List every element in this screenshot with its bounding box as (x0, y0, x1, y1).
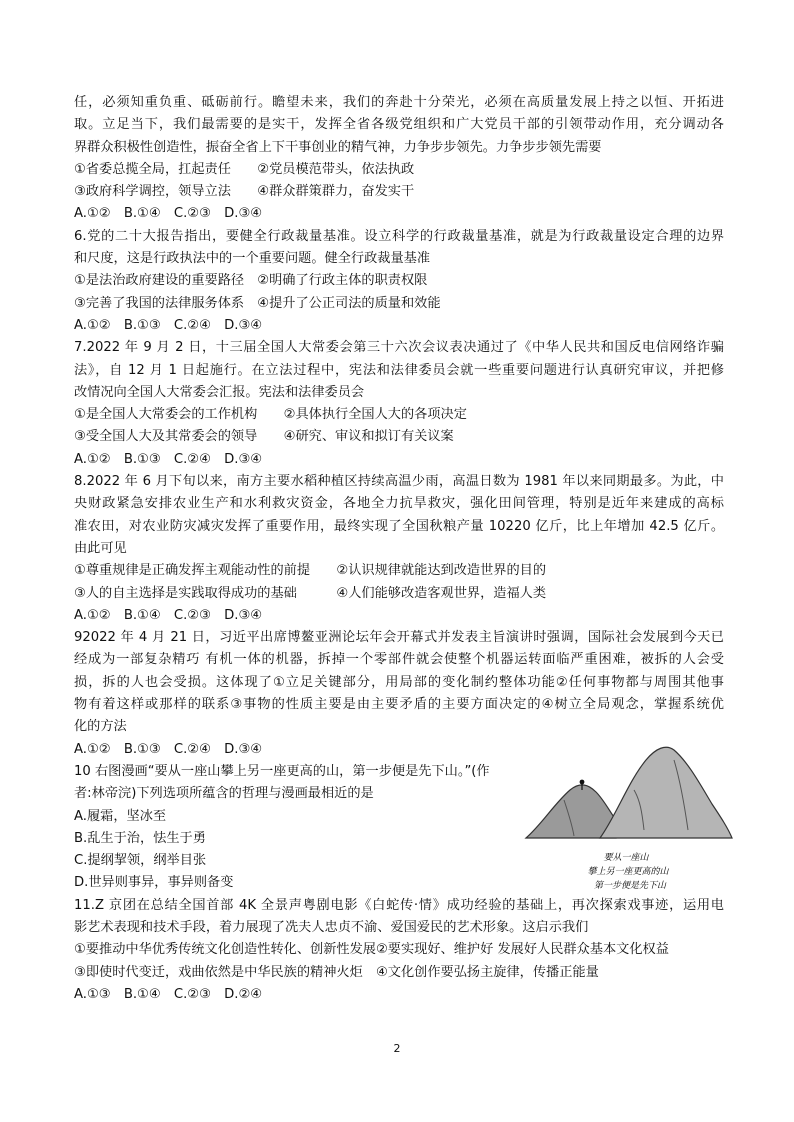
question-text-line: 6.党的二十大报告指出，要健全行政裁量基准。设立科学的行政裁量基准，就是为行政裁量设定合理的边界 (74, 228, 724, 244)
option-line: ①省委总揽全局，扛起责任 ②党员模范带头，依法执政 (74, 161, 415, 177)
answer-choices: A.①② B.①③ C.②④ D.③④ (74, 451, 263, 467)
question-text-line: 取。立足当下，我们最需要的是实干，发挥全省各级党组织和广大党员干部的引领带动作用，充分调动各 (74, 117, 724, 133)
question-text-line: 影艺术表现和技术手段，着力展现了冼夫人忠贞不渝、爱国爱民的艺术形象。这启示我们 (74, 919, 589, 935)
option-line: ①是全国人大常委会的工作机构 ②具体执行全国人大的各项决定 (74, 407, 467, 423)
choice-b: B.乱生于治，怯生于勇 (74, 830, 206, 846)
option-line: ①要推动中华优秀传统文化创造性转化、创新性发展②要实现好、维护好 发展好人民群众基本文化权益 (74, 942, 669, 958)
question-6 (74, 226, 724, 337)
option-line: ③政府科学调控，领导立法 ④群众群策群力，奋发实干 (74, 184, 415, 200)
question-text-line: 界群众积极性创造性，振奋全省上下干事创业的精气神，力争步步领先。力争步步领先需要 (74, 139, 602, 155)
option-line: ③受全国人大及其常委会的领导 ④研究、审议和拟订有关议案 (74, 429, 454, 445)
exam-page-content (74, 92, 724, 1006)
question-5-continuation (74, 92, 724, 226)
mountain-cartoon-image (524, 720, 734, 900)
option-line: ③人的自主选择是实践取得成功的基础 ④人们能够改造客观世界，造福人类 (74, 585, 547, 601)
question-text-line: 10 右图漫画“要从一座山攀上另一座更高的山，第一步便是先下山。”(作 (74, 763, 490, 779)
small-mountain-shape (526, 785, 616, 838)
option-line: ①尊重规律是正确发挥主观能动性的前提 ②认识规律就能达到改造世界的目的 (74, 563, 547, 579)
choice-a: A.履霜，坚冰至 (74, 808, 167, 824)
tall-mountain-shape (600, 747, 732, 838)
question-text-line: 法》，自 12 月 1 日起施行。在立法过程中，宪法和法律委员会就一些重要问题进行认真研究审议，并把修 (74, 362, 724, 378)
question-text-line: 7.2022 年 9 月 2 日，十三届全国人大常委会第三十六次会议表决通过了《中华人民共和国反电信网络诈骗 (74, 340, 724, 356)
climber-figure (580, 780, 585, 785)
cartoon-caption-line: 要从一座山 (603, 853, 649, 863)
option-line: ③完善了我国的法律服务体系 ④提升了公正司法的质量和效能 (74, 295, 441, 311)
question-text-line: 物有着这样或那样的联系③事物的性质主要是由主要矛盾的主要方面决定的④树立全局观念，掌握系统优 (74, 697, 724, 713)
cartoon-caption-line: 第一步便是先下山 (593, 881, 667, 891)
answer-choices: A.①② B.①③ C.②④ D.③④ (74, 317, 263, 333)
choice-d: D.世异则事异，事异则备变 (74, 875, 234, 891)
question-text-line: 任，必须知重负重、砥砺前行。瞻望未来，我们的奔赴十分荣光，必须在高质量发展上持之以恒、开拓进 (74, 95, 724, 110)
question-text-line: 由此可见 (74, 540, 127, 556)
question-text-line: 准农田，对农业防灾减灾发挥了重要作用，最终实现了全国秋粮产量 10220 亿斤，比上年增加 42.5 亿斤。 (74, 518, 724, 534)
question-11 (74, 895, 724, 1006)
question-text-line: 和尺度，这是行政执法中的一个重要问题。健全行政裁量基准 (74, 251, 431, 267)
answer-choices: A.①② B.①③ C.②④ D.③④ (74, 741, 263, 757)
question-text-line: 11.Z 京团在总结全国首部 4K 全景声粤剧电影《白蛇传·情》成功经验的基础上，再次探索戏事迹，运用电 (74, 897, 724, 913)
question-text-line: 改情况向全国人大常委会汇报。宪法和法律委员会 (74, 384, 365, 400)
question-8 (74, 471, 724, 627)
option-line: ①是法治政府建设的重要路径 ②明确了行政主体的职责权限 (74, 273, 428, 289)
question-text-line: 央财政紧急安排农业生产和水利救灾资金，各地全力抗旱救灾，强化田间管理，特别是近年来建成的高标 (74, 496, 724, 512)
question-text-line: 92022 年 4 月 21 日，习近平出席博鳌亚洲论坛年会开幕式并发表主旨演讲时强调，国际社会发展到今天已 (74, 630, 724, 646)
page-number: 2 (393, 1042, 401, 1055)
choice-c: C.提纲挈领，纲举目张 (74, 853, 207, 869)
answer-choices: A.①③ B.①④ C.②③ D.②④ (74, 986, 263, 1002)
question-7 (74, 337, 724, 471)
answer-choices: A.①② B.①④ C.②③ D.③④ (74, 607, 263, 623)
question-text-line: 8.2022 年 6 月下旬以来，南方主要水稻种植区持续高温少雨，高温日数为 1981 年以来同期最多。为此，中 (74, 474, 724, 490)
question-text-line: 化的方法 (74, 719, 127, 735)
question-text-line: 者:林帝浣)下列选项所蕴含的哲理与漫画最相近的是 (74, 786, 374, 802)
cartoon-caption-line: 攀上另一座更高的山 (587, 867, 669, 877)
answer-choices: A.①② B.①④ C.②③ D.③④ (74, 206, 263, 222)
question-text-line: 损，拆的人也会受损。这体现了①立足关键部分，用局部的变化制约整体功能②任何事物都与周围其他事 (74, 674, 724, 690)
question-10 (74, 761, 514, 895)
question-text-line: 经成为一部复杂精巧 有机一体的机器，拆掉一个零部件就会使整个机器运转面临严重困难，被拆的人会受 (74, 652, 724, 668)
option-line: ③即使时代变迁，戏曲依然是中华民族的精神火炬 ④文化创作要弘扬主旋律，传播正能量 (74, 964, 599, 980)
